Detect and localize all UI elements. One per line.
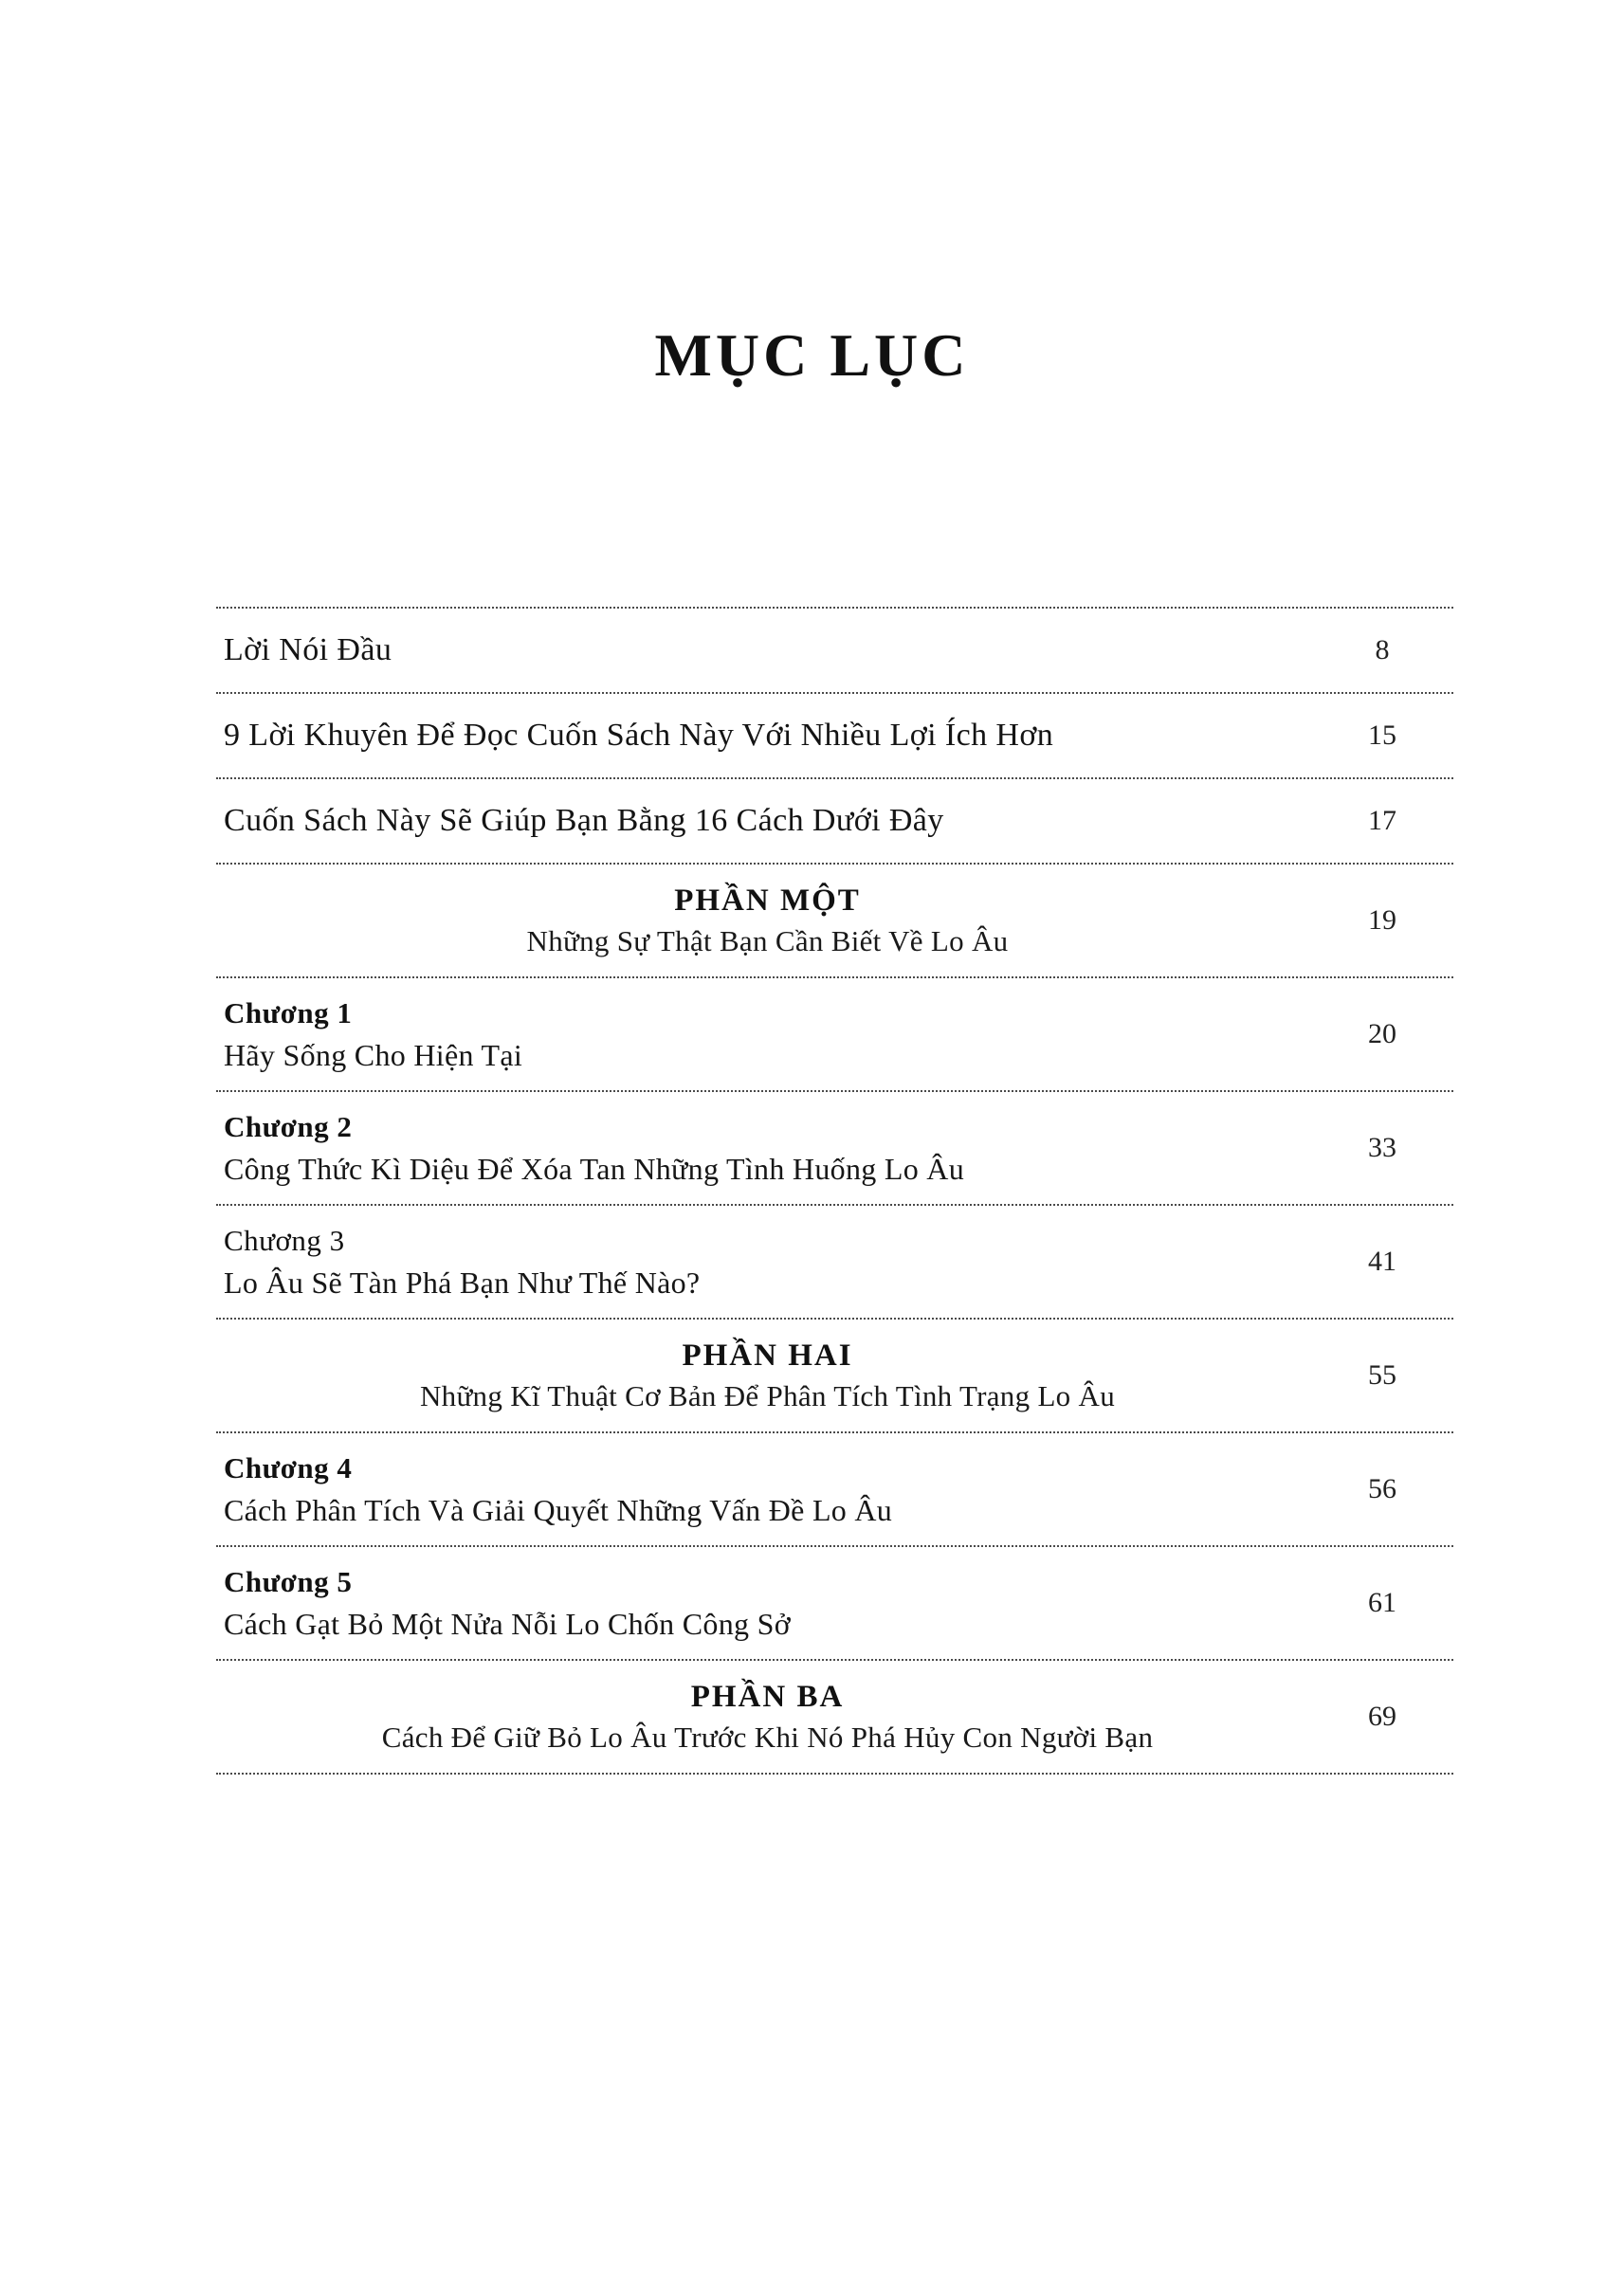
toc-entry-page: 8: [1375, 634, 1390, 665]
toc-entry-page: 56: [1368, 1473, 1396, 1504]
toc-part-subtitle: Cách Để Giữ Bỏ Lo Âu Trước Khi Nó Phá Hủy Con Người Bạn: [381, 1720, 1154, 1754]
toc-entry[interactable]: [216, 607, 1453, 694]
toc-part-entry[interactable]: [216, 865, 1453, 978]
toc-part-subtitle: Những Kĩ Thuật Cơ Bản Để Phân Tích Tình Trạng Lo Âu: [419, 1378, 1116, 1412]
toc-entry-title: 9 Lời Khuyên Để Đọc Cuốn Sách Này Với Nhiều Lợi Ích Hơn: [224, 718, 1054, 754]
toc-entry-page: 61: [1368, 1587, 1396, 1618]
toc-chapter-label: Chương 1: [224, 995, 353, 1029]
toc-chapter-label: Chương 4: [224, 1450, 353, 1484]
toc-entry-labels: [216, 609, 1311, 692]
toc-chapter-label: Chương 3: [224, 1223, 345, 1257]
toc-chapter-entry[interactable]: [216, 1206, 1453, 1320]
toc-part-title: PHẦN BA: [690, 1679, 845, 1714]
toc-entry-page: 15: [1368, 719, 1396, 751]
toc-part-title: PHẦN MỘT: [674, 883, 861, 918]
toc-chapter-subtitle: Lo Âu Sẽ Tàn Phá Bạn Như Thế Nào?: [224, 1265, 701, 1300]
toc-chapter-subtitle: Cách Gạt Bỏ Một Nửa Nỗi Lo Chốn Công Sở: [224, 1606, 791, 1641]
toc-entry-page: 20: [1368, 1018, 1396, 1049]
toc-list: [216, 607, 1453, 1775]
toc-entry-labels: [216, 694, 1311, 777]
toc-entry-labels: [216, 779, 1311, 863]
toc-entry-labels: [216, 978, 1311, 1090]
toc-chapter-label: Chương 5: [224, 1564, 353, 1598]
toc-entry-page: 17: [1368, 805, 1396, 836]
toc-entry-labels: [216, 1433, 1311, 1545]
toc-entry-page: 41: [1368, 1246, 1396, 1277]
toc-entry-labels: [216, 1092, 1311, 1204]
toc-entry-page: 69: [1368, 1701, 1396, 1732]
toc-part-entry[interactable]: [216, 1320, 1453, 1433]
toc-entry-labels: [216, 1320, 1311, 1431]
toc-chapter-entry[interactable]: [216, 1547, 1453, 1661]
toc-entry[interactable]: [216, 694, 1453, 779]
toc-chapter-entry[interactable]: [216, 1433, 1453, 1547]
toc-entry[interactable]: [216, 779, 1453, 865]
toc-part-subtitle: Những Sự Thật Bạn Cần Biết Về Lo Âu: [526, 923, 1009, 957]
toc-entry-labels: [216, 1206, 1311, 1318]
toc-chapter-label: Chương 2: [224, 1109, 353, 1143]
toc-entry-page: 19: [1368, 904, 1396, 936]
toc-chapter-entry[interactable]: [216, 1092, 1453, 1206]
toc-chapter-subtitle: Công Thức Kì Diệu Để Xóa Tan Những Tình Huống Lo Âu: [224, 1151, 965, 1186]
toc-entry-labels: [216, 1547, 1311, 1659]
toc-part-title: PHẦN HAI: [682, 1338, 853, 1373]
toc-chapter-subtitle: Cách Phân Tích Và Giải Quyết Những Vấn Đề Lo Âu: [224, 1492, 893, 1527]
toc-entry-title: Lời Nói Đầu: [224, 632, 392, 668]
toc-chapter-subtitle: Hãy Sống Cho Hiện Tại: [224, 1037, 523, 1072]
toc-entry-page: 33: [1368, 1132, 1396, 1163]
toc-part-entry[interactable]: [216, 1661, 1453, 1775]
toc-entry-labels: [216, 1661, 1311, 1773]
toc-entry-title: Cuốn Sách Này Sẽ Giúp Bạn Bằng 16 Cách Dưới Đây: [224, 803, 944, 839]
page-title: MỤC LỤC: [654, 321, 970, 389]
toc-chapter-entry[interactable]: [216, 978, 1453, 1092]
toc-entry-labels: [216, 865, 1311, 976]
toc-entry-page: 55: [1368, 1359, 1396, 1391]
